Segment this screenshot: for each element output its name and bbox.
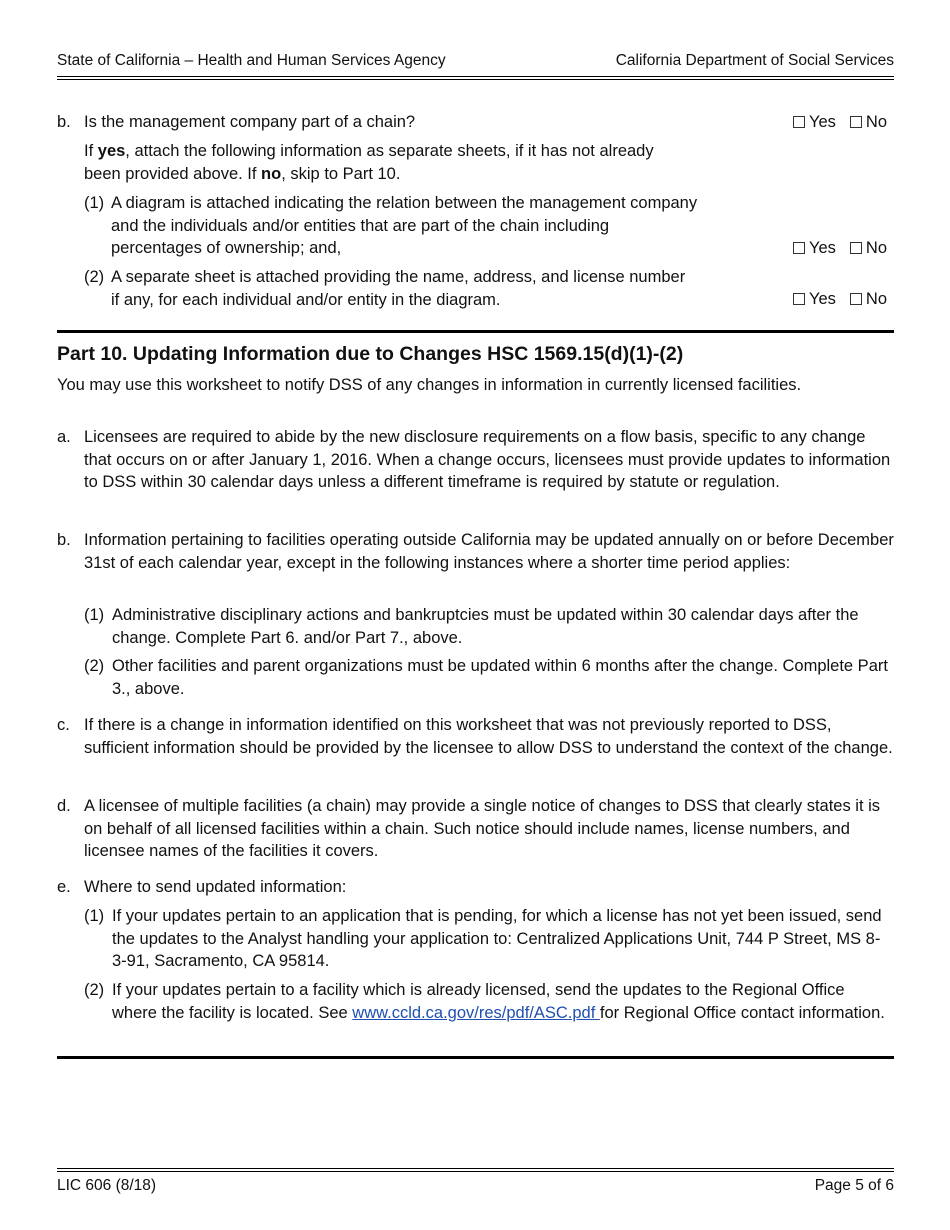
no-checkbox[interactable] [850, 116, 862, 128]
part10-item-b [57, 529, 894, 574]
chain-item-2 [57, 266, 894, 311]
sub-text: Administrative disciplinary actions and bankruptcies must be updated within 30 calendar days after the change. Complete Part 6. and/or Part 7., above. [112, 606, 859, 647]
part10-item-b-1 [84, 604, 894, 649]
part10-title: Part 10. Updating Information due to Changes HSC 1569.15(d)(1)-(2) [57, 343, 684, 365]
header-rule [57, 76, 894, 80]
item-text: Where to send updated information: [84, 878, 347, 896]
part10-item-e-1 [84, 905, 894, 973]
regional-office-link[interactable]: www.ccld.ca.gov/res/pdf/ASC.pdf [352, 1003, 600, 1022]
item-text: If there is a change in information identified on this worksheet that was not previously reported to DSS, sufficient information should be provided by the licensee to allow DSS to understand the context of the change. [84, 716, 893, 757]
sheet-yes-option[interactable] [793, 288, 836, 311]
item-key: e. [57, 878, 71, 896]
item-key: b. [57, 113, 71, 131]
part10-item-e-2 [84, 979, 894, 1024]
sub-key: (2) [84, 981, 105, 999]
sheet-no-option[interactable] [850, 288, 887, 311]
sub-text-part: for Regional Office contact information. [599, 1003, 885, 1022]
sub-text-part: If your updates pertain to a facility which is already licensed, send the updates to the Regional Office where the facility is located. See [112, 981, 845, 1022]
part10-item-c [57, 714, 894, 759]
chain-item-num: (2) [84, 268, 105, 286]
diagram-no-option[interactable] [850, 237, 887, 260]
chain-item-1 [57, 192, 894, 260]
sub-key: (2) [84, 657, 105, 675]
page-header [57, 52, 894, 70]
item-key: a. [57, 428, 71, 446]
instr-yes: yes [97, 142, 126, 160]
no-checkbox[interactable] [850, 293, 862, 305]
no-label: No [865, 290, 887, 308]
yes-label: Yes [808, 290, 836, 308]
chain-no-option[interactable] [850, 111, 887, 134]
sub-key: (1) [84, 907, 105, 925]
instr-text: , skip to Part 10. [281, 164, 401, 183]
yes-label: Yes [808, 239, 836, 257]
part10-item-d [57, 795, 894, 863]
part10-intro: You may use this worksheet to notify DSS of any changes in information in currently licensed facilities. [57, 376, 802, 394]
instr-text: , attach the following information as separate sheets, if it has not already [125, 142, 654, 160]
yes-checkbox[interactable] [793, 242, 805, 254]
chain-question: Is the management company part of a chain? [84, 113, 416, 131]
part10-item-b-2 [84, 655, 894, 700]
chain-item-line: A diagram is attached indicating the relation between the management company [111, 194, 698, 212]
chain-item-num: (1) [84, 194, 105, 212]
item-text: Licensees are required to abide by the new disclosure requirements on a flow basis, specific to any change that occurs on or after January 1, 2016. When a change occurs, licensees must provide updates to information to DSS within 30 calendar days unless a different timeframe is required by statute or regulation. [84, 428, 891, 491]
item-text: Information pertaining to facilities operating outside California may be updated annually on or before December 31st of each calendar year, except in the following instances where a shorter time period applies: [84, 531, 894, 572]
diagram-yes-option[interactable] [793, 237, 836, 260]
sub-key: (1) [84, 606, 105, 624]
no-label: No [865, 239, 887, 257]
chain-instructions [57, 140, 894, 185]
instr-text: been provided above. If [84, 164, 262, 183]
header-agency: State of California – Health and Human Services Agency [57, 52, 446, 69]
section-divider [57, 330, 894, 333]
item-key: b. [57, 531, 71, 549]
yes-label: Yes [808, 113, 836, 131]
separate-sheet-yes-no [793, 288, 887, 311]
footer-rule [57, 1168, 894, 1172]
item-text: A licensee of multiple facilities (a chain) may provide a single notice of changes to DSS that clearly states it is on behalf of all licensed facilities within a chain. Such notice should include names, license numbers, and licensee names of the facilities it covers. [84, 797, 881, 860]
form-number: LIC 606 (8/18) [57, 1177, 157, 1194]
yes-checkbox[interactable] [793, 293, 805, 305]
document-page [57, 0, 894, 1230]
chain-item-line: A separate sheet is attached providing the name, address, and license number [111, 268, 686, 286]
yes-checkbox[interactable] [793, 116, 805, 128]
instr-text: If [84, 142, 98, 160]
no-label: No [865, 113, 887, 131]
sub-text: If your updates pertain to an application that is pending, for which a license has not yet been issued, send the updates to the Analyst handling your application to: Centralized Applications Unit, 744 P Street, MS 8-3-91, Sacramento, CA 95814. [112, 907, 882, 970]
part10-item-e [57, 876, 894, 899]
page-number: Page 5 of 6 [814, 1177, 894, 1194]
sub-text [112, 979, 894, 1024]
page-footer [57, 1177, 894, 1195]
chain-yes-option[interactable] [793, 111, 836, 134]
chain-yes-no [793, 111, 887, 134]
section-divider [57, 1056, 894, 1059]
chain-item-line: and the individuals and/or entities that are part of the chain including [111, 216, 610, 235]
part10-item-a [57, 426, 894, 494]
sub-text: Other facilities and parent organizations must be updated within 6 months after the change. Complete Part 3., above. [112, 657, 888, 698]
diagram-yes-no [793, 237, 887, 260]
item-key: c. [57, 716, 70, 734]
no-checkbox[interactable] [850, 242, 862, 254]
chain-item-line: if any, for each individual and/or entity in the diagram. [111, 290, 501, 309]
chain-item-line: percentages of ownership; and, [111, 239, 342, 257]
header-department: California Department of Social Services [615, 52, 894, 69]
instr-no: no [261, 164, 282, 183]
item-key: d. [57, 797, 71, 815]
